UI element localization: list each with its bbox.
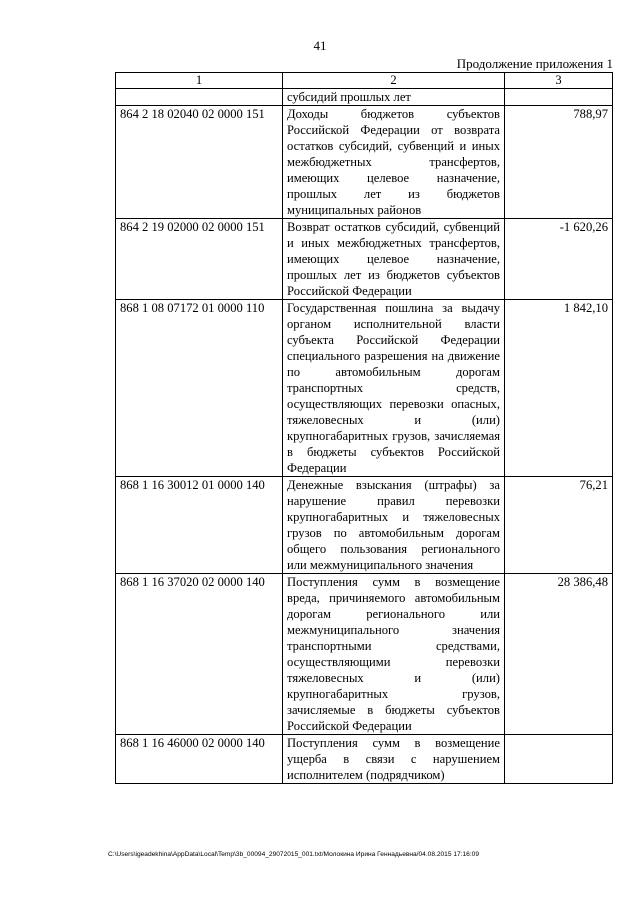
row-amount: 788,97 [505, 106, 613, 219]
column-header-2: 2 [283, 73, 505, 89]
row-code: 868 1 16 30012 01 0000 140 [116, 477, 283, 574]
table-row [116, 106, 613, 219]
table-row [116, 219, 613, 300]
row-code: 864 2 19 02000 02 0000 151 [116, 219, 283, 300]
table-row [116, 300, 613, 477]
table-header-row [116, 73, 613, 89]
column-header-1: 1 [116, 73, 283, 89]
table-row [116, 574, 613, 735]
row-amount [505, 89, 613, 106]
row-name: субсидий прошлых лет [283, 89, 505, 106]
row-amount: 1 842,10 [505, 300, 613, 477]
table-row [116, 477, 613, 574]
page-number: 41 [313, 38, 327, 53]
row-amount: -1 620,26 [505, 219, 613, 300]
row-name: Денежные взыскания (штрафы) за нарушение правил перевозки крупногабаритных и тяжеловесных грузов по автомобильным дорогам общего пользования регионального или межмуниципального значения [283, 477, 505, 574]
table-row [116, 735, 613, 784]
row-code: 868 1 16 37020 02 0000 140 [116, 574, 283, 735]
row-amount [505, 735, 613, 784]
row-name: Поступления сумм в возмещение вреда, причиняемого автомобильным дорогам регионального или межмуниципального значения транспортными средствами, осуществляющими перевозки тяжеловесных и (или) крупногабаритных грузов, зачисляемые в бюджеты субъектов Российской Федерации [283, 574, 505, 735]
table-row [116, 89, 613, 106]
continuation-label: Продолжение приложения 1 [456, 56, 613, 71]
row-amount: 28 386,48 [505, 574, 613, 735]
row-code: 864 2 18 02040 02 0000 151 [116, 106, 283, 219]
row-code [116, 89, 283, 106]
budget-table [115, 72, 613, 784]
column-header-3: 3 [505, 73, 613, 89]
row-name: Поступления сумм в возмещение ущерба в связи с нарушением исполнителем (подрядчиком) [283, 735, 505, 784]
file-path-footer: C:\Users\igeadekhina\AppData\Local\Temp\3b_00094_29072015_001.txt/Молокина Ирина Геннадьевна/04.08.2015 17:16:09 [108, 851, 480, 858]
row-code: 868 1 08 07172 01 0000 110 [116, 300, 283, 477]
row-name: Доходы бюджетов субъектов Российской Федерации от возврата остатков субсидий, субвенций и иных межбюджетных трансфертов, имеющих целевое назначение, прошлых лет из бюджетов муниципальных районов [283, 106, 505, 219]
row-code: 868 1 16 46000 02 0000 140 [116, 735, 283, 784]
row-amount: 76,21 [505, 477, 613, 574]
row-name: Возврат остатков субсидий, субвенций и иных межбюджетных трансфертов, имеющих целевое назначение, прошлых лет из бюджетов субъектов Российской Федерации [283, 219, 505, 300]
row-name: Государственная пошлина за выдачу органом исполнительной власти субъекта Российской Федерации специального разрешения на движение по автомобильным дорогам транспортных средств, осуществляющих перевозки опасных, тяжеловесных и (или) крупногабаритных грузов, зачисляемая в бюджеты субъектов Российской Федерации [283, 300, 505, 477]
